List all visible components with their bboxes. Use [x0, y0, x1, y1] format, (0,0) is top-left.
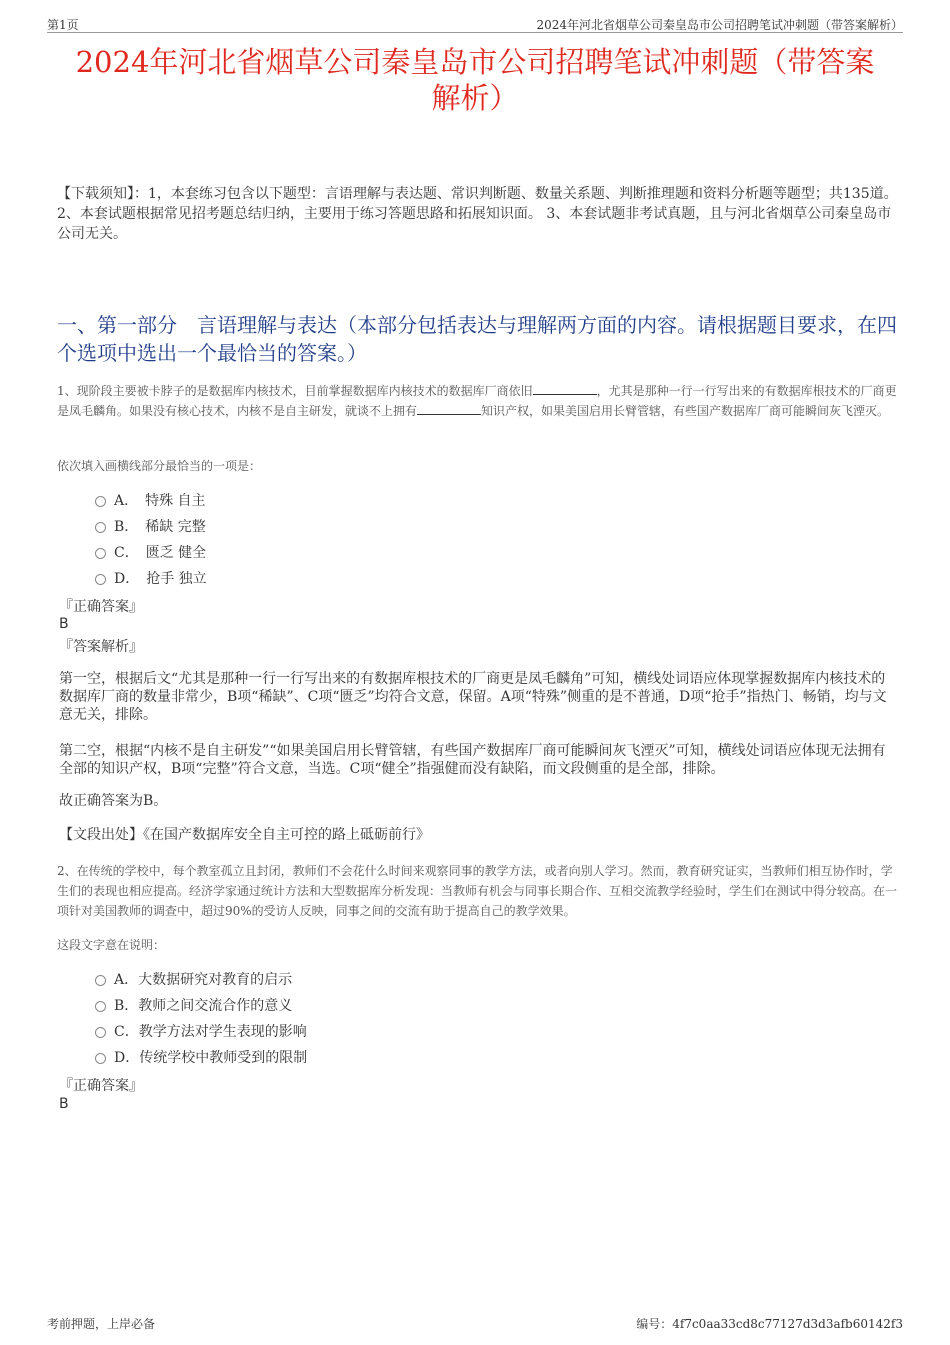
- q1-option-d[interactable]: [95, 569, 207, 589]
- q1-analysis-1: 第一空，根据后文“尤其是那种一行一行写出来的有数据库根技术的厂商更是凤毛麟角”可知，横线处词语应体现掌握数据库内核技术的数据库厂商的数量非常少，B项“稀缺”、C项“匮乏”均符合文意，保留。A项“特殊”侧重的是不普通，D项“抢手”指热门、畅销，均与文意无关，排除。: [59, 671, 887, 723]
- header-doc-title: 2024年河北省烟草公司秦皇岛市公司招聘笔试冲刺题（带答案解析）: [536, 18, 903, 32]
- question-2-prompt: 这段文字意在说明：: [57, 938, 166, 952]
- title-line-1: 2024年河北省烟草公司秦皇岛市公司招聘笔试冲刺题（带答案: [75, 45, 875, 79]
- radio-icon[interactable]: [95, 522, 106, 533]
- section-heading: 一、第一部分 言语理解与表达（本部分包括表达与理解两方面的内容。请根据题目要求，在四个选项中选出一个最恰当的答案。）: [57, 313, 897, 365]
- option-label: C． 匮乏 健全: [114, 545, 207, 561]
- question-2-text: 2、在传统的学校中，每个教室孤立且封闭，教师们不会花什么时间来观察同事的教学方法，或者向别人学习。然而，教育研究证实，当教师们相互协作时，学生们的表现也相应提高。经济学家通过统计方法和大型数据库分析发现：当教师有机会与同事长期合作、互相交流教学经验时，学生们在测试中得分较高。在一项针对美国教师的调查中，超过90%的受访人反映，同事之间的交流有助于提高自己的教学效果。: [57, 864, 898, 918]
- page-number: 第1页: [47, 18, 79, 32]
- option-label: B．教师之间交流合作的意义: [114, 998, 293, 1014]
- page-header: [47, 14, 903, 33]
- footer-slogan: 考前押题，上岸必备: [47, 1317, 156, 1331]
- radio-icon[interactable]: [95, 548, 106, 559]
- q2-option-d[interactable]: [95, 1048, 307, 1068]
- q1-answer-label: 『正确答案』: [59, 599, 143, 615]
- radio-icon[interactable]: [95, 975, 106, 986]
- q1-option-c[interactable]: [95, 543, 206, 563]
- q1-option-a[interactable]: [95, 491, 206, 511]
- radio-icon[interactable]: [95, 1053, 106, 1064]
- q1-part-3: 知识产权，如果美国启用长臂管辖，有些国产数据库厂商可能瞬间灰飞湮灭。: [481, 404, 890, 418]
- q1-answer: B: [59, 616, 69, 632]
- option-label: B． 稀缺 完整: [114, 519, 206, 535]
- option-label: D． 抢手 独立: [114, 571, 207, 587]
- q1-conclusion: 故正确答案为B。: [59, 793, 168, 809]
- option-label: A．大数据研究对教育的启示: [114, 972, 293, 988]
- q1-part-1: 1、现阶段主要被卡脖子的是数据库内核技术，目前掌握数据库内核技术的数据库厂商依旧: [57, 384, 533, 398]
- q2-answer-label: 『正确答案』: [59, 1078, 143, 1094]
- q1-analysis-label: 『答案解析』: [59, 639, 143, 655]
- option-label: C．教学方法对学生表现的影响: [114, 1024, 307, 1040]
- question-1-prompt: 依次填入画横线部分最恰当的一项是：: [57, 459, 262, 473]
- radio-icon[interactable]: [95, 1001, 106, 1012]
- radio-icon[interactable]: [95, 1027, 106, 1038]
- page-footer: [47, 1315, 903, 1331]
- q1-option-b[interactable]: [95, 517, 206, 537]
- fill-blank: [533, 381, 597, 395]
- radio-icon[interactable]: [95, 496, 106, 507]
- q1-part-2: ，尤其是那种一行一行写出来的有数据库根技术的厂商更是凤毛麟角。如果没有核心技术，内核不是自主研发，就谈不上拥有: [57, 384, 897, 418]
- q2-option-c[interactable]: [95, 1022, 307, 1042]
- title-line-2: 解析）: [431, 81, 519, 115]
- footer-serial-number: 编号：4f7c0aa33cd8c77127d3d3afb60142f3: [636, 1317, 903, 1331]
- q2-option-a[interactable]: [95, 970, 292, 990]
- document-title: [40, 44, 910, 116]
- q2-answer: B: [59, 1096, 69, 1112]
- fill-blank: [417, 401, 481, 415]
- download-notice: 【下载须知】：1，本套练习包含以下题型：言语理解与表达题、常识判断题、数量关系题、判断推理题和资料分析题等题型；共135道。 2、本套试题根据常见招考题总结归纳，主要用于练习答题思路和拓展知识面。 3、本套试题非考试真题，且与河北省烟草公司秦皇岛市公司无关。: [57, 186, 898, 242]
- q1-analysis-2: 第二空，根据“内核不是自主研发”“如果美国启用长臂管辖，有些国产数据库厂商可能瞬间灰飞湮灭”可知，横线处词语应体现无法拥有全部的知识产权，B项“完整”符合文意，当选。C项“健全”指强健而没有缺陷，而文段侧重的是全部，排除。: [59, 743, 886, 777]
- q1-source: 【文段出处】《在国产数据库安全自主可控的路上砥砺前行》: [59, 827, 430, 843]
- question-1-text: [57, 381, 900, 421]
- option-label: A． 特殊 自主: [114, 493, 206, 509]
- option-label: D．传统学校中教师受到的限制: [114, 1050, 308, 1066]
- q2-option-b[interactable]: [95, 996, 292, 1016]
- radio-icon[interactable]: [95, 574, 106, 585]
